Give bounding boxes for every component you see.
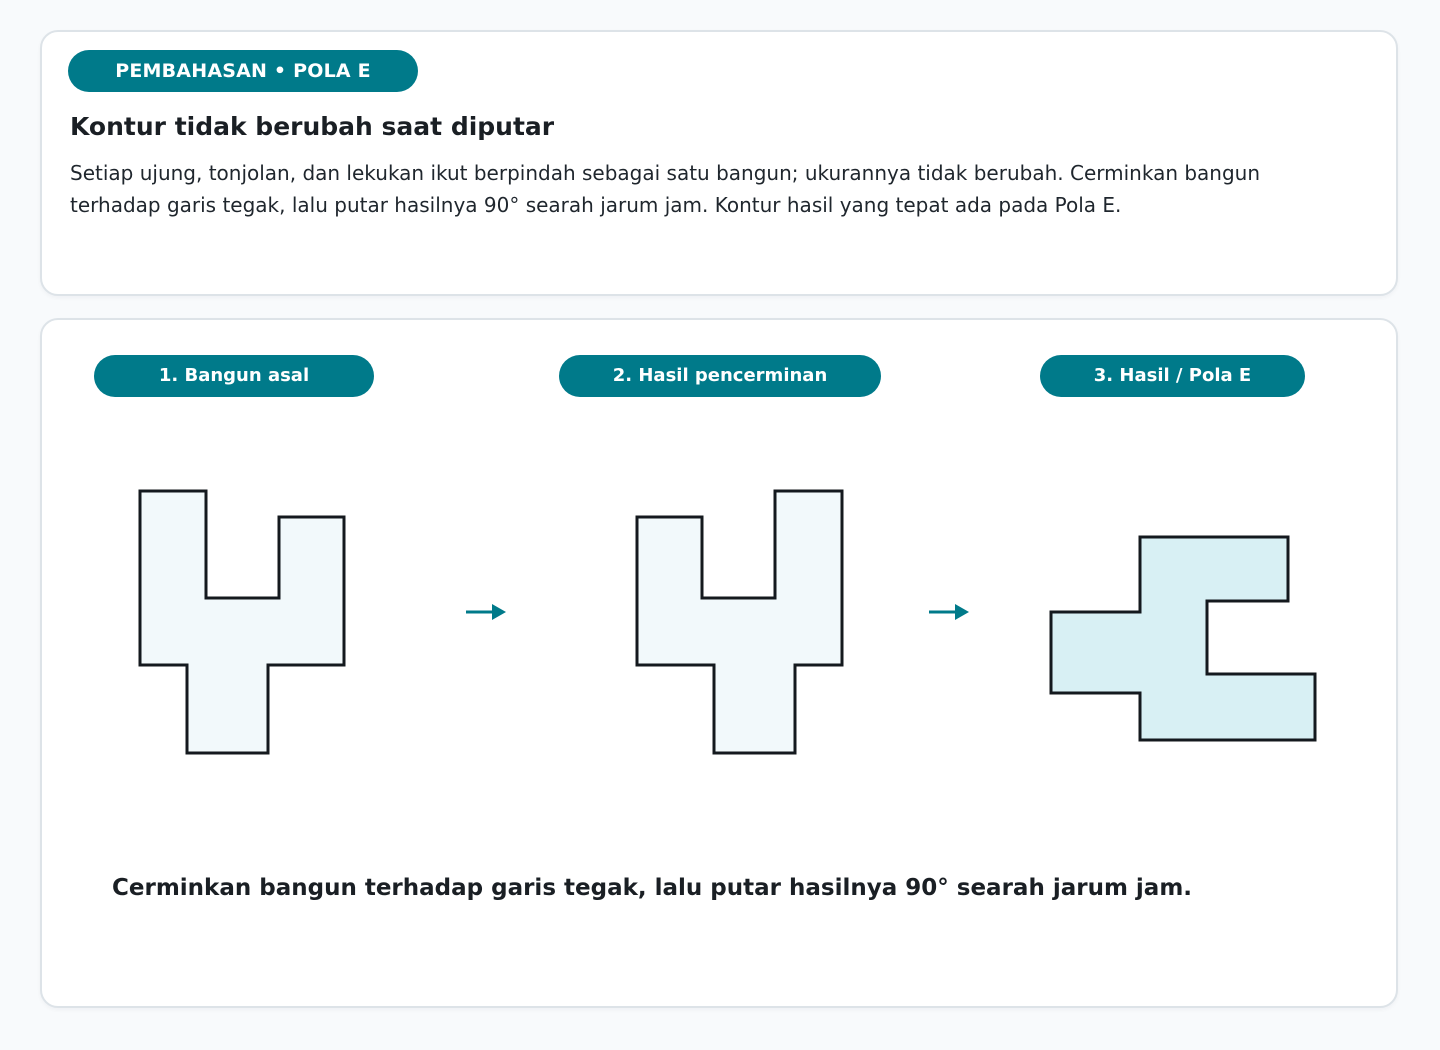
arrow-right-icon	[466, 604, 506, 620]
step-label-mirrored: 2. Hasil pencerminan	[559, 355, 881, 397]
section-badge: PEMBAHASAN • POLA E	[68, 50, 418, 92]
transformation-diagram	[42, 320, 1400, 880]
step-label-original: 1. Bangun asal	[94, 355, 374, 397]
instruction-caption: Cerminkan bangun terhadap garis tegak, lalu putar hasilnya 90° searah jarum jam.	[112, 875, 1193, 901]
step-label-result: 3. Hasil / Pola E	[1040, 355, 1305, 397]
arrow-right-icon	[929, 604, 969, 620]
result-shape-pola-e	[1051, 537, 1315, 740]
explanation-paragraph: Setiap ujung, tonjolan, dan lekukan ikut berpindah sebagai satu bangun; ukurannya tidak berubah. Cerminkan bangun terhadap garis tegak, lalu putar hasilnya 90° searah jarum jam. Kontur hasil yang tepat ada pada Pola E.	[70, 161, 1261, 217]
mirrored-shape	[637, 491, 842, 753]
explanation-title: Kontur tidak berubah saat diputar	[70, 112, 555, 141]
original-shape	[140, 491, 344, 753]
transformation-diagram-card	[40, 318, 1398, 1008]
explanation-card	[40, 30, 1398, 296]
